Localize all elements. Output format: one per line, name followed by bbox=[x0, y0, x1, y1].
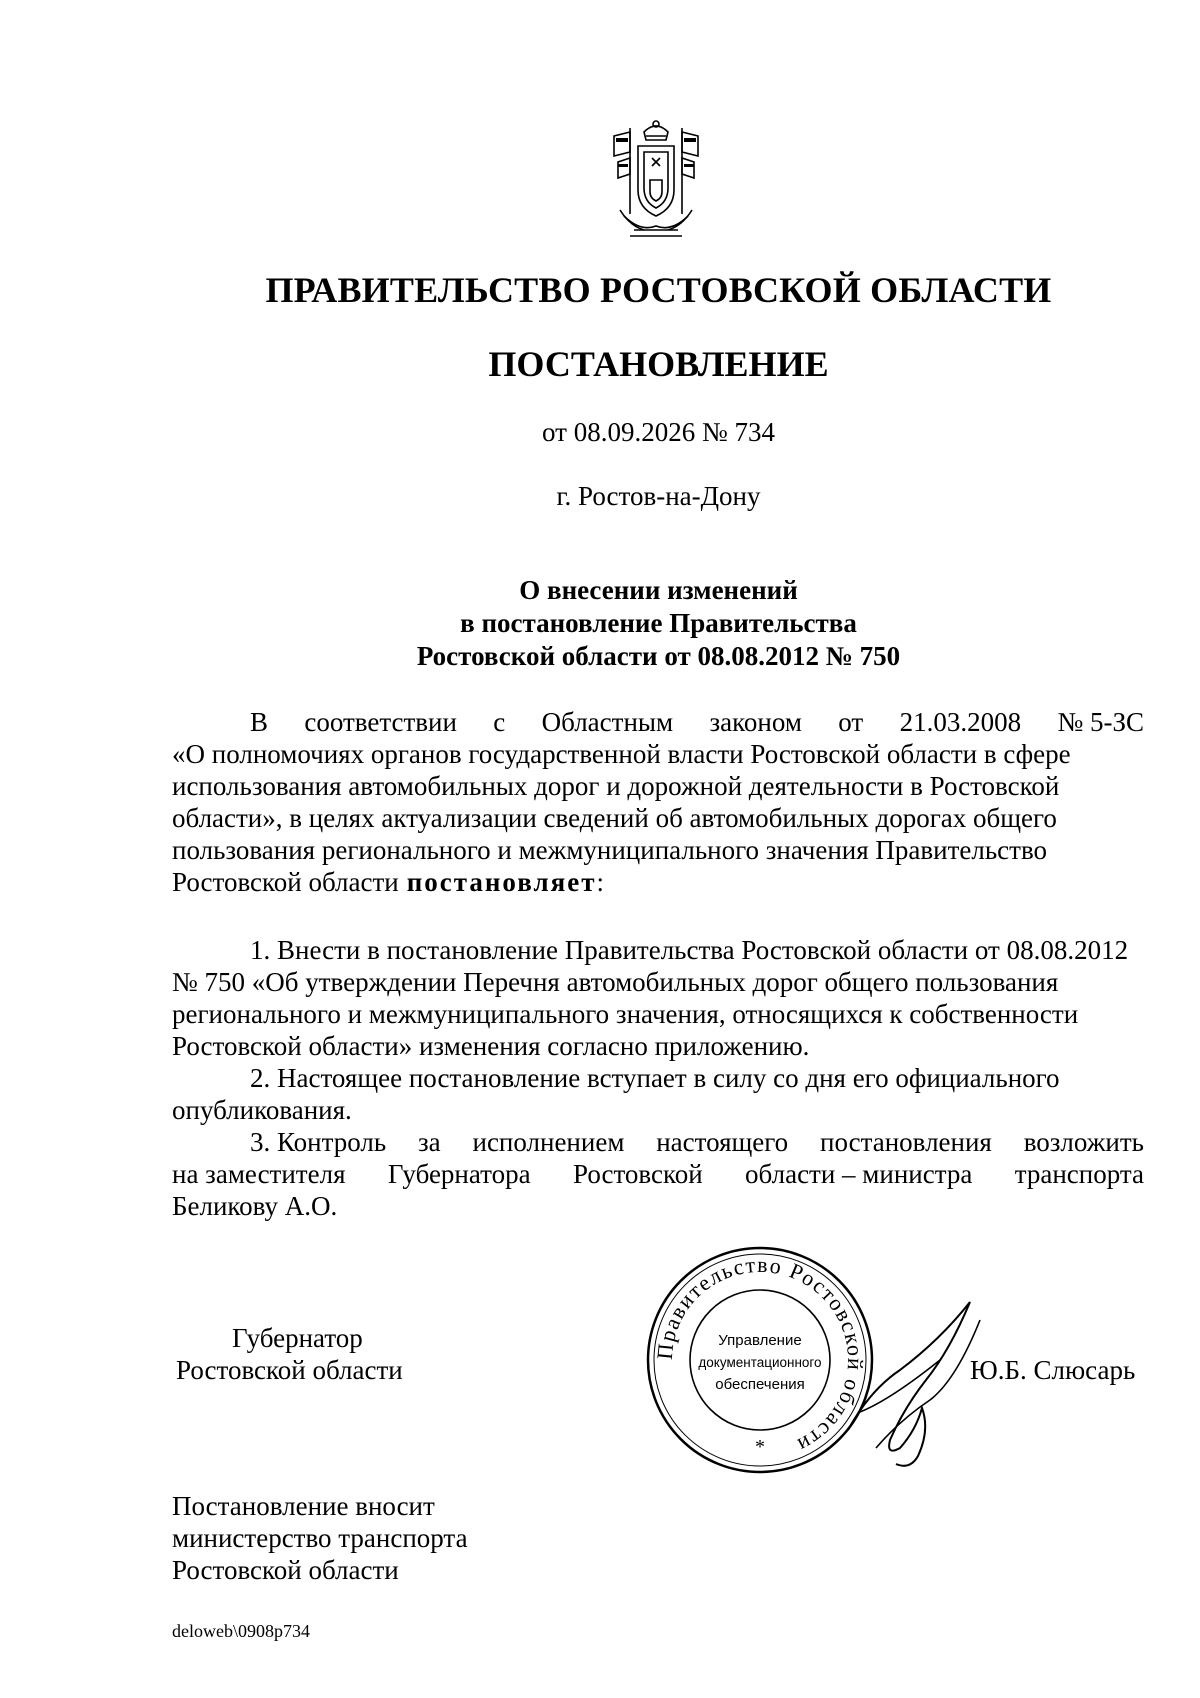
stamp-inner-line: Управление bbox=[718, 1332, 802, 1349]
item-1-line: 1. Внести в постановление Правительства Ростовской области от 08.08.2012 bbox=[250, 935, 1129, 965]
footer-line: Постановление вносит bbox=[172, 1491, 435, 1521]
stamp-star: * bbox=[755, 1436, 765, 1458]
word: с bbox=[493, 707, 506, 737]
document-code: deloweb\0908p734 bbox=[172, 1621, 310, 1641]
signatory-name: Ю.Б. Слюсарь bbox=[970, 1355, 1136, 1385]
word: настоящего bbox=[656, 1127, 789, 1157]
preamble-paragraph bbox=[172, 706, 1144, 898]
word: № 5-ЗС bbox=[1057, 707, 1144, 737]
word: постановления bbox=[820, 1127, 992, 1157]
item-1-line: № 750 «Об утверждении Перечня автомобильных дорог общего пользования bbox=[172, 967, 1059, 997]
word: Губернатора bbox=[387, 1159, 531, 1189]
preamble-line: пользования регионального и межмуниципального значения Правительство bbox=[172, 835, 1048, 865]
preamble-line bbox=[172, 706, 1144, 738]
footer-line: Ростовской области bbox=[172, 1555, 399, 1585]
preamble-line: области», в целях актуализации сведений об автомобильных дорогах общего bbox=[172, 803, 1057, 833]
word: за bbox=[418, 1127, 441, 1157]
item-1-line: регионального и межмуниципального значения, относящихся к собственности bbox=[172, 999, 1079, 1029]
subject-line: Ростовской области от 08.08.2012 № 750 bbox=[416, 641, 901, 671]
item-2-line: опубликования. bbox=[172, 1095, 352, 1125]
word: возложить bbox=[1023, 1127, 1144, 1157]
word: В bbox=[250, 707, 269, 737]
document-subject bbox=[0, 574, 1200, 673]
resolution-items bbox=[172, 934, 1144, 1222]
document-type: ПОСТАНОВЛЕНИЕ bbox=[488, 344, 829, 384]
subject-line: О внесении изменений bbox=[519, 575, 798, 605]
word: исполнением bbox=[472, 1127, 625, 1157]
subject-line: в постановление Правительства bbox=[460, 608, 857, 638]
item-3-line: Беликову А.О. bbox=[172, 1191, 338, 1221]
document-city: г. Ростов-на-Дону bbox=[556, 481, 761, 511]
preamble-text: Ростовской области bbox=[172, 867, 399, 897]
coat-of-arms-icon bbox=[600, 118, 712, 240]
item-1-line: Ростовской области» изменения согласно приложению. bbox=[172, 1031, 810, 1061]
word: Областным bbox=[541, 707, 674, 737]
preamble-line bbox=[172, 866, 1144, 898]
word: области – министра bbox=[745, 1159, 973, 1189]
word: 21.03.2008 bbox=[899, 707, 1022, 737]
signatory-role-line: Губернатор bbox=[232, 1323, 363, 1353]
stamp-ring-text: Правительство Ростовской области bbox=[651, 1251, 869, 1459]
word: Ростовской bbox=[572, 1159, 703, 1189]
preamble-line: использования автомобильных дорог и дорожной деятельности в Ростовской bbox=[172, 771, 1060, 801]
handwritten-signature bbox=[830, 1280, 990, 1480]
word: от bbox=[838, 707, 864, 737]
stamp-inner-line: обеспечения bbox=[715, 1376, 805, 1393]
organization-title: ПРАВИТЕЛЬСТВО РОСТОВСКОЙ ОБЛАСТИ bbox=[265, 270, 1052, 310]
word: соответствии bbox=[304, 707, 457, 737]
submitted-by-note bbox=[172, 1490, 468, 1586]
preamble-line: «О полномочиях органов государственной власти Ростовской области в сфере bbox=[172, 739, 1071, 769]
word: на заместителя bbox=[172, 1159, 346, 1189]
punctuation: : bbox=[596, 867, 604, 897]
item-2-line: 2. Настоящее постановление вступает в силу со дня его официального bbox=[250, 1063, 1060, 1093]
signatory-role-line: Ростовской области bbox=[176, 1355, 403, 1385]
stamp-inner-line: документационного bbox=[698, 1355, 822, 1370]
word: законом bbox=[709, 707, 802, 737]
item-3-line bbox=[172, 1126, 1144, 1158]
resolution-keyword: постановляет bbox=[406, 867, 597, 897]
word: 3. Контроль bbox=[250, 1127, 387, 1157]
document-date-number: от 08.09.2026 № 734 bbox=[542, 417, 775, 447]
item-3-line bbox=[172, 1158, 1144, 1190]
word: транспорта bbox=[1014, 1159, 1144, 1189]
footer-line: министерство транспорта bbox=[172, 1523, 468, 1553]
